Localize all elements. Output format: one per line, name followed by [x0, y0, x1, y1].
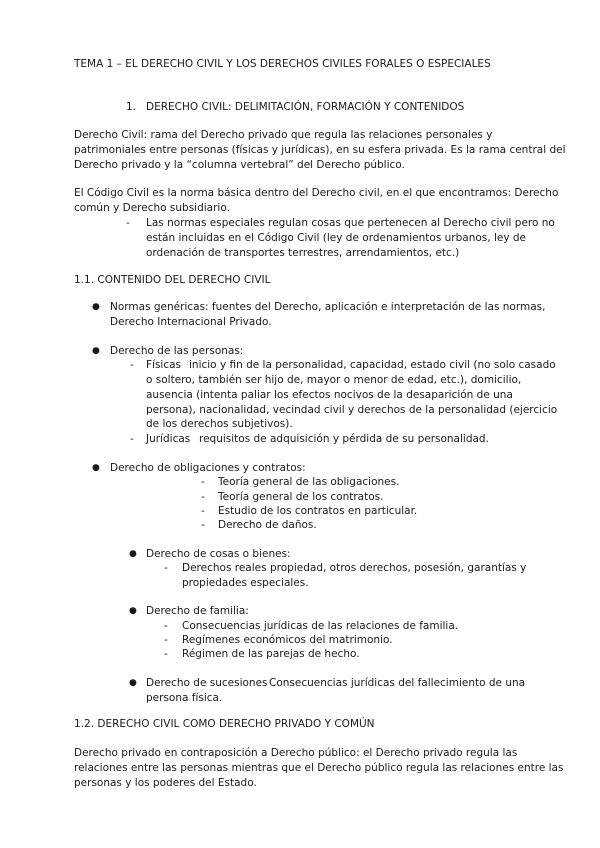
- dash-marker: -: [164, 562, 168, 574]
- document-title: TEMA 1 – EL DERECHO CIVIL Y LOS DERECHOS CIVILES FORALES O ESPECIALES: [74, 58, 491, 70]
- privado-line-2: relaciones entre las personas mientras que el Derecho público regula las relaciones entre las: [74, 762, 564, 774]
- codigo-dash-line-3: ordenación de transportes terrestres, arrendamientos, etc.): [146, 247, 460, 259]
- obligaciones-item: Estudio de los contratos en particular.: [218, 505, 418, 517]
- obligaciones-item: Teoría general de los contratos.: [218, 491, 384, 503]
- section-1-number: 1.: [126, 101, 137, 113]
- familia-item: Régimen de las parejas de hecho.: [182, 648, 360, 660]
- cosas-line-2: propiedades especiales.: [182, 577, 309, 589]
- dash-marker: -: [164, 620, 168, 632]
- fisicas-line-1: inicio y fin de la personalidad, capacidad, estado civil (no solo casado: [189, 359, 556, 371]
- dash-marker: -: [164, 634, 168, 646]
- definition-line-1: Derecho Civil: rama del Derecho privado que regula las relaciones personales y: [74, 129, 493, 141]
- sucesiones-label: Derecho de sucesiones: [146, 677, 268, 689]
- familia-item: Regímenes económicos del matrimonio.: [182, 634, 393, 646]
- section-1-2-heading: 1.2. DERECHO CIVIL COMO DERECHO PRIVADO Y COMÚN: [74, 718, 375, 730]
- fisicas-line-3: ausencia (intenta paliar los efectos nocivos de la desaparición de una: [146, 389, 513, 401]
- juridicas-term: Jurídicas: [146, 433, 191, 445]
- codigo-dash-line-1: Las normas especiales regulan cosas que pertenecen al Derecho civil pero no: [146, 217, 555, 229]
- dash-marker: -: [164, 648, 168, 660]
- sucesiones-line-1: Consecuencias jurídicas del fallecimiento de una: [269, 677, 526, 689]
- dash-marker: -: [201, 476, 205, 488]
- codigo-line-2: común y Derecho subsidiario.: [74, 202, 230, 214]
- dash-marker: -: [201, 519, 205, 531]
- normas-line-1: Normas genéricas: fuentes del Derecho, aplicación e interpretación de las normas,: [110, 301, 546, 313]
- cosas-term: Derechos reales: [182, 562, 267, 574]
- fisicas-line-4: persona), nacionalidad, vecindad civil y derechos de la personalidad (ejercicio: [146, 404, 558, 416]
- bullet-icon: ●: [92, 346, 100, 356]
- obligaciones-item: Derecho de daños.: [218, 519, 317, 531]
- dash-marker: -: [130, 433, 134, 445]
- personas-label: Derecho de las personas:: [110, 345, 244, 357]
- dash-marker: -: [201, 505, 205, 517]
- privado-line-1: Derecho privado en contraposición a Derecho público: el Derecho privado regula las: [74, 747, 518, 759]
- privado-line-3: personas y los poderes del Estado.: [74, 777, 257, 789]
- fisicas-term: Físicas: [146, 359, 182, 371]
- obligaciones-item: Teoría general de las obligaciones.: [218, 476, 400, 488]
- codigo-line-1: El Código Civil es la norma básica dentro del Derecho civil, en el que encontramos: Derecho: [74, 187, 559, 199]
- definition-line-3: Derecho privado y la “columna vertebral” del Derecho público.: [74, 159, 405, 171]
- section-1-1-heading: 1.1. CONTENIDO DEL DERECHO CIVIL: [74, 274, 271, 286]
- bullet-icon: ●: [92, 463, 100, 473]
- familia-label: Derecho de familia:: [146, 605, 249, 617]
- familia-item: Consecuencias jurídicas de las relaciones de familia.: [182, 620, 459, 632]
- dash-marker: -: [201, 491, 205, 503]
- definition-line-2: patrimoniales entre personas (físicas y jurídicas), en su esfera privada. Es la rama central del: [74, 144, 566, 156]
- obligaciones-label: Derecho de obligaciones y contratos:: [110, 462, 306, 474]
- dash-marker: -: [130, 359, 134, 371]
- sucesiones-line-2: persona física.: [146, 692, 223, 704]
- bullet-icon: ●: [129, 606, 137, 616]
- bullet-icon: ●: [129, 549, 137, 559]
- dash-marker: -: [126, 217, 130, 229]
- bullet-icon: ●: [129, 678, 137, 688]
- cosas-label: Derecho de cosas o bienes:: [146, 548, 291, 560]
- juridicas-text: requisitos de adquisición y pérdida de su personalidad.: [199, 433, 489, 445]
- section-1-heading: DERECHO CIVIL: DELIMITACIÓN, FORMACIÓN Y CONTENIDOS: [146, 101, 465, 113]
- cosas-line-1: propiedad, otros derechos, posesión, garantías y: [270, 562, 527, 574]
- normas-line-2: Derecho Internacional Privado.: [110, 316, 272, 328]
- fisicas-line-5: de los derechos subjetivos).: [146, 418, 293, 430]
- bullet-icon: ●: [92, 302, 100, 312]
- fisicas-line-2: o soltero, también ser hijo de, mayor o menor de edad, etc.), domicilio,: [146, 374, 522, 386]
- codigo-dash-line-2: están incluidas en el Código Civil (ley de ordenamientos urbanos, ley de: [146, 232, 526, 244]
